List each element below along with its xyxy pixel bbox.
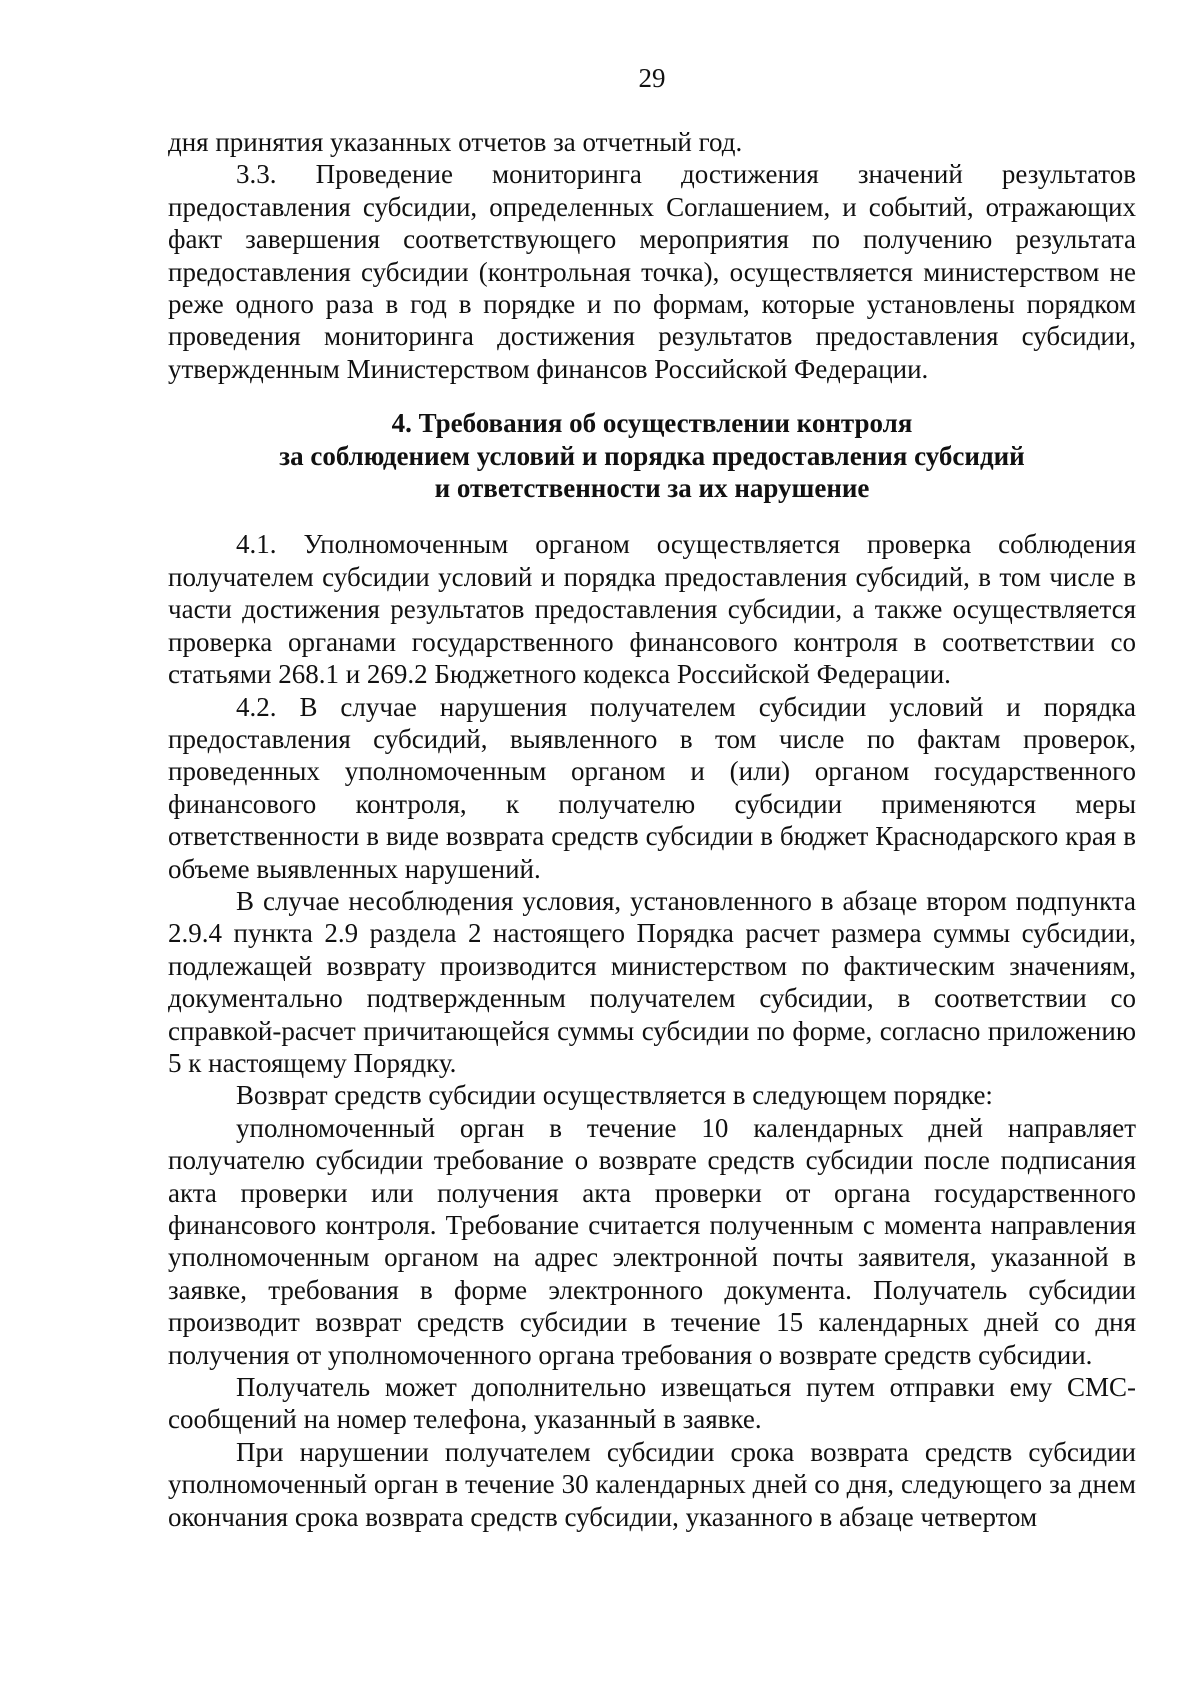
section-heading-line-3: и ответственности за их нарушение	[434, 473, 870, 504]
document-body	[168, 126, 1136, 1533]
section-heading-4	[168, 407, 1136, 504]
paragraph-refund-requirement: уполномоченный орган в течение 10 календарных дней направляет получателю субсидии требование о возврате средств субсидии после подписания акта проверки или получения акта проверки от органа государственного финансового контроля. Требование считается полученным с момента направления уполномоченным органом на адрес электронной почты заявителя, указанной в заявке, требования в форме электронного документа. Получатель субсидии производит возврат средств субсидии в течение 15 календарных дней со дня получения от уполномоченного органа требования о возврате средств субсидии.	[168, 1112, 1136, 1370]
paragraph-continuation: дня принятия указанных отчетов за отчетный год.	[168, 127, 743, 157]
section-heading-line-2: за соблюдением условий и порядка предоставления субсидий	[279, 440, 1025, 471]
paragraph-4-1: 4.1. Уполномоченным органом осуществляется проверка соблюдения получателем субсидии условий и порядка предоставления субсидий, в том числе в части достижения результатов предоставления субсидии, а также осуществляется проверка органами государственного финансового контроля в соответствии со статьями 268.1 и 269.2 Бюджетного кодекса Российской Федерации.	[168, 529, 1136, 690]
paragraph-3-3: 3.3. Проведение мониторинга достижения значений результатов предоставления субсидии, определенных Соглашением, и событий, отражающих факт завершения соответствующего мероприятия по получению результата предоставления субсидии (контрольная точка), осуществляется министерством не реже одного раза в год в порядке и по формам, которые установлены порядком проведения мониторинга достижения результатов предоставления субсидии, утвержденным Министерством финансов Российской Федерации.	[168, 159, 1136, 384]
section-heading-line-1: 4. Требования об осуществлении контроля	[391, 408, 913, 439]
page-number: 29	[638, 63, 666, 93]
paragraph-refund-order: Возврат средств субсидии осуществляется в следующем порядке:	[236, 1080, 993, 1111]
paragraph-sms-notice: Получатель может дополнительно извещаться путем отправки ему СМС-сообщений на номер телефона, указанный в заявке.	[168, 1372, 1136, 1435]
paragraph-deadline-violation: При нарушении получателем субсидии срока возврата средств субсидии уполномоченный орган в течение 30 календарных дней со дня, следующего за днем окончания срока возврата средств субсидии, указанного в абзаце четвертом	[168, 1436, 1136, 1532]
paragraph-4-2: 4.2. В случае нарушения получателем субсидии условий и порядка предоставления субсидий, выявленного в том числе по фактам проверок, проведенных уполномоченным органом и (или) органом государственного финансового контроля, к получателю субсидии применяются меры ответственности в виде возврата средств субсидии в бюджет Краснодарского края в объеме выявленных нарушений.	[168, 691, 1136, 884]
paragraph-non-compliance: В случае несоблюдения условия, установленного в абзаце втором подпункта 2.9.4 пункта 2.9 раздела 2 настоящего Порядка расчет размера суммы субсидии, подлежащей возврату производится министерством по фактическим значениям, документально подтвержденным получателем субсидии, в соответствии со справкой-расчет причитающейся суммы субсидии по форме, согласно приложению 5 к настоящему Порядку.	[168, 885, 1136, 1078]
